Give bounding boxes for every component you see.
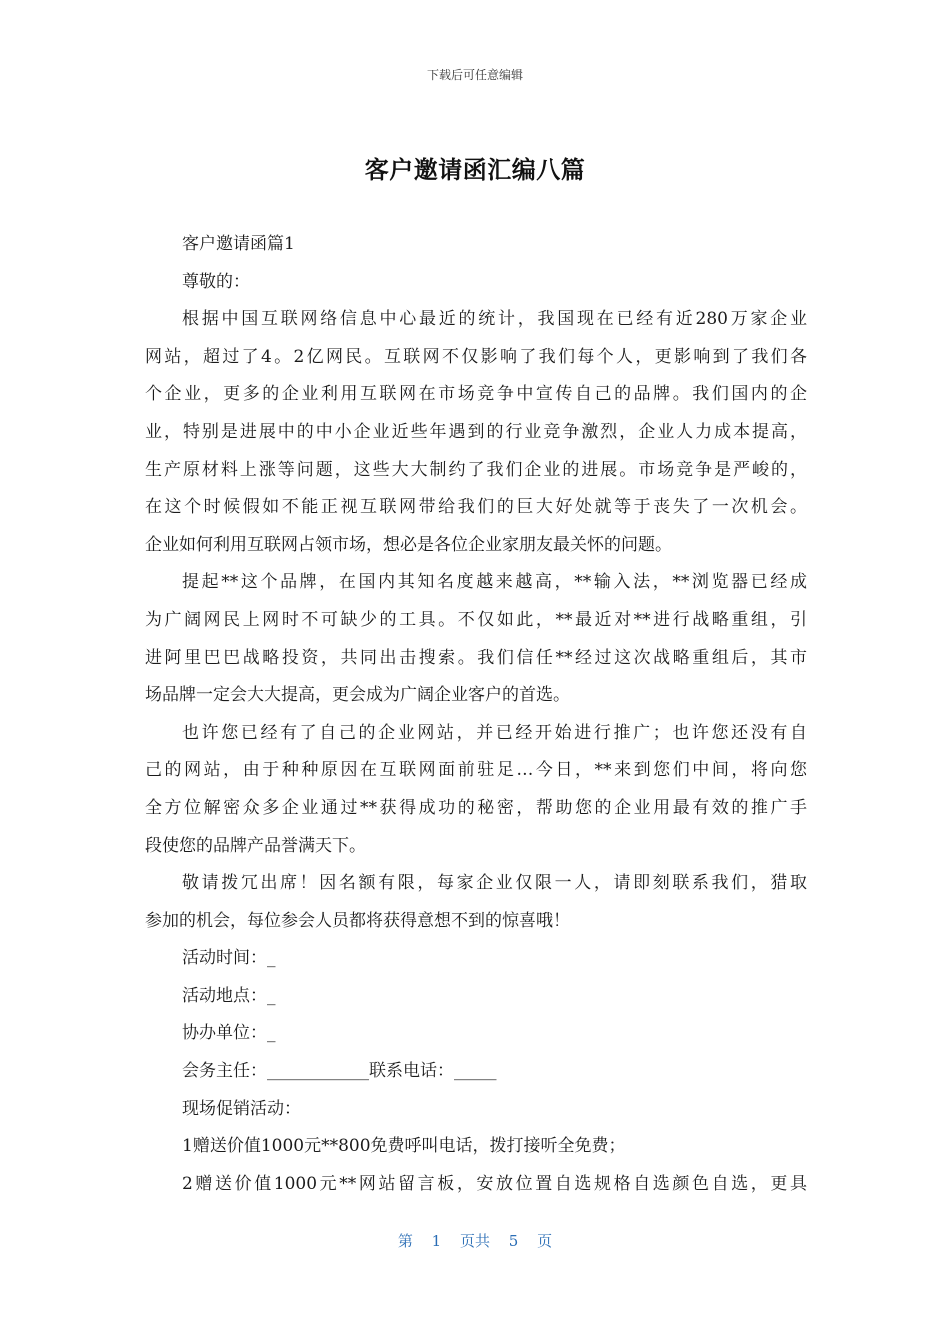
header-note: 下载后可任意编辑 [426, 68, 523, 82]
text-line: 1赠送价值1000元**800免费呼叫电话，拨打接听全免费； [182, 1136, 626, 1157]
text-line: 也许您已经有了自己的企业网站，并已经开始进行推广；也许您还没有自 [182, 722, 807, 743]
text-line: 提起**这个品牌，在国内其知名度越来越高，**输入法，**浏览器已经成 [182, 572, 807, 593]
text-line: 根据中国互联网络信息中心最近的统计，我国现在已经有近280万家企业 [182, 309, 807, 330]
text-line: 在这个时候假如不能正视互联网带给我们的巨大好处就等于丧失了一次机会。 [145, 497, 807, 518]
text-line: 企业如何利用互联网占领市场，想必是各位企业家朋友最关怀的问题。 [145, 534, 672, 555]
footer-page-number: 1 [431, 1232, 442, 1250]
text-line: 协办单位：_ [182, 1023, 276, 1044]
text-line: 个企业，更多的企业利用互联网在市场竞争中宣传自己的品牌。我们国内的企 [145, 384, 807, 405]
text-line: 尊敬的： [182, 271, 250, 292]
text-line: 己的网站，由于种种原因在互联网面前驻足…今日，**来到您们中间，将向您 [145, 760, 807, 781]
document-body [145, 226, 807, 1203]
text-line: 活动地点：_ [182, 985, 276, 1006]
document-title: 客户邀请函汇编八篇 [364, 156, 586, 184]
text-line: 敬请拨冗出席！因名额有限，每家企业仅限一人，请即刻联系我们，猎取 [182, 873, 807, 894]
footer-suffix: 页 [537, 1232, 553, 1250]
page-footer [0, 1230, 950, 1251]
text-line: 为广阔网民上网时不可缺少的工具。不仅如此，**最近对**进行战略重组，引 [145, 609, 807, 630]
text-line: 2赠送价值1000元**网站留言板，安放位置自选规格自选颜色自选，更具 [182, 1173, 807, 1194]
text-line: 生产原材料上涨等问题，这些大大制约了我们企业的进展。市场竞争是严峻的， [145, 459, 807, 480]
text-line: 业，特别是进展中的中小企业近些年遇到的行业竞争激烈，企业人力成本提高， [145, 421, 807, 442]
text-line: 活动时间：_ [182, 948, 276, 969]
text-line: 进阿里巴巴战略投资，共同出击搜索。我们信任**经过这次战略重组后，其市 [145, 647, 807, 668]
text-line: 现场促销活动： [182, 1098, 301, 1119]
text-line: 全方位解密众多企业通过**获得成功的秘密，帮助您的企业用最有效的推广手 [145, 797, 807, 818]
footer-total-pages: 5 [508, 1232, 519, 1250]
text-line: 段使您的品牌产品誉满天下。 [145, 835, 366, 856]
text-line: 网站，超过了4。2亿网民。互联网不仅影响了我们每个人，更影响到了我们各 [145, 346, 807, 367]
footer-middle: 页共 [459, 1232, 490, 1250]
footer-prefix: 第 [397, 1232, 413, 1250]
text-line: 客户邀请函篇1 [182, 234, 295, 254]
text-line: 会务主任：____________联系电话：_____ [182, 1061, 497, 1082]
text-line: 场品牌一定会大大提高，更会成为广阔企业客户的首选。 [145, 685, 570, 706]
text-line: 参加的机会，每位参会人员都将获得意想不到的惊喜哦！ [145, 910, 570, 931]
